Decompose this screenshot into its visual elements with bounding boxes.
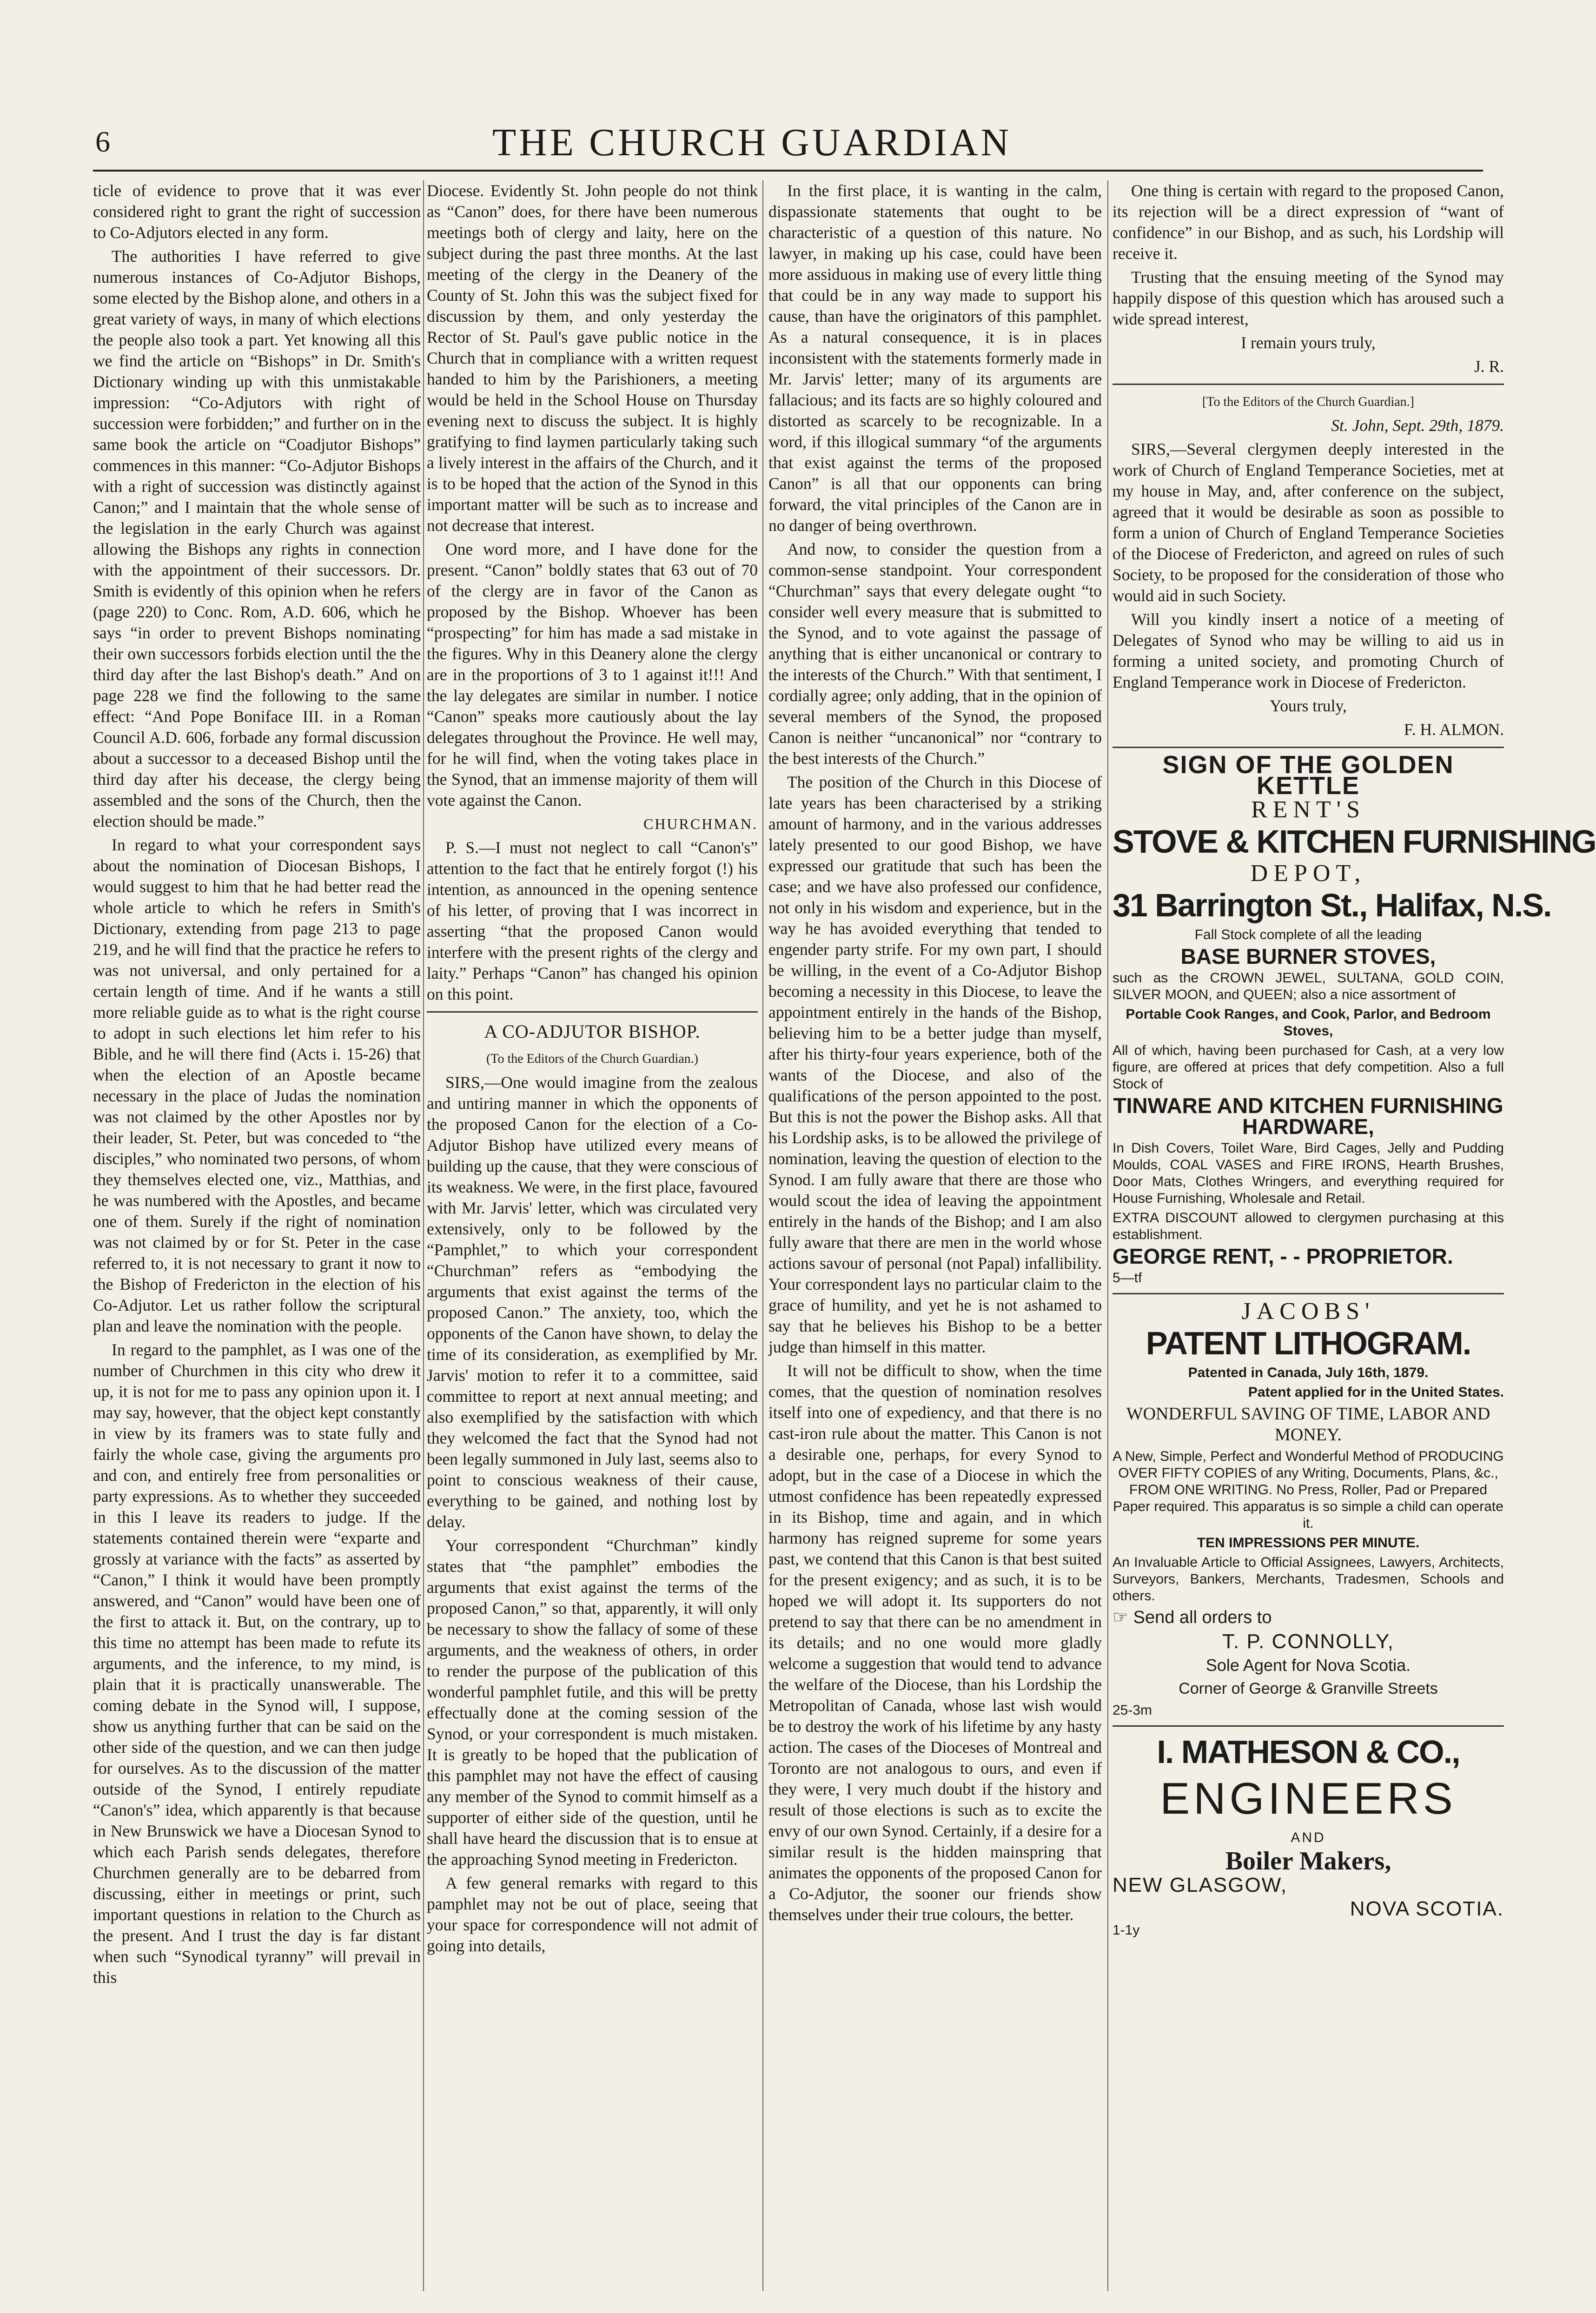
- paragraph: Your correspondent “Churchman” kindly states that “the pamphlet” embodies the arguments that exist against the terms of the proposed Canon,” so that, apparently, it will only be necessary to show the fallacy of some of these arguments, and the weakness of others, in order to render the purpose of the publication of this wonderful pamphlet futile, and this will be pretty effectually done at the coming session of the Synod, or your correspondent is much mistaken. It is greatly to be hoped that the publication of this pamphlet may not have the effect of causing any member of the Synod to commit himself as a supporter of either side of the question, until he shall have heard the discussion that is to ensue at the approaching Synod meeting in Fredericton.: [427, 1536, 758, 1869]
- article-heading: A CO-ADJUTOR BISHOP.: [484, 1021, 701, 1042]
- letter-dateline: St. John, Sept. 29th, 1879.: [1331, 416, 1504, 435]
- ad-heading: BASE BURNER STOVES,: [1180, 944, 1436, 968]
- paragraph: SIRS,—Several clergymen deeply interested in the work of Church of England Temperance Societies, met at my house in May, and, after conference on the subject, agreed that it would be desirable as soon as possible to form a union of Church of England Temperance Societies of the Diocese of Fredericton, and agreed on rules of such Society, to be proposed for the consideration of those who would aid in such Society.: [1113, 440, 1504, 605]
- paragraph: Trusting that the ensuing meeting of the Synod may happily dispose of this question which has aroused such a wide spread interest,: [1113, 268, 1504, 328]
- masthead: THE CHURCH GUARDIAN: [492, 121, 1012, 164]
- postscript: P. S.—I must not neglect to call “Canon's” attention to the fact that he entirely forgot (!) his intention, as announced in the opening sentence of his letter, of proving that I was incorrect in asserting “that the proposed Canon would interfere with the present rights of the clergy and laity.” Perhaps “Canon” has changed his opinion on this point.: [427, 838, 758, 1003]
- ad-heading: Boiler Makers,: [1225, 1847, 1391, 1876]
- article-subheading: (To the Editors of the Church Guardian.): [486, 1052, 699, 1066]
- paragraph: The position of the Church in this Diocese of late years has been characterised by a striking amount of harmony, and in the various addresses lately presented to our good Bishop, we have expressed our gratitude that such has been the case; and we have also professed our confidence, not only in his wisdom and experience, but in the way he has avoided everything that tended to engender party strife. For my own part, I should be willing, in the event of a Co-Adjutor Bishop becoming a necessity in this Diocese, to leave the appointment entirely in the hands of the Bishop, believing him to be a better judge than myself, after his thirty-four years experience, both of the wants of the Diocese, and also of the qualifications of the person appointed to the post. But this is not the power the Bishop asks. All that his Lordship asks, is to be allowed the privilege of nomination, leaving the question of election to the Synod. I am fully aware that there are those who would scout the idea of leaving the appointment entirely in the hands of the Bishop; and I am also fully aware that there are men in the world whose actions savour of personal (not Papal) infallibility. Your correspondent lays no particular claim to the grace of humility, and yet he is not ashamed to say that he believes his Bishop to be a better judge than himself in this matter.: [768, 773, 1102, 1356]
- paragraph: Will you kindly insert a notice of a meeting of Delegates of Synod who may be willing to aid us in forming a united society, and promoting Church of England Temperance work in Diocese of Fredericton.: [1113, 610, 1504, 691]
- ad-name: I. MATHESON & CO.,: [1157, 1734, 1460, 1770]
- paragraph: ticle of evidence to prove that it was ever considered right to grant the right of succession to Co-Adjutors elected in any form.: [93, 181, 421, 242]
- ad-title: PATENT LITHOGRAM.: [1146, 1325, 1471, 1361]
- ad-text: Patent applied for in the United States.: [1248, 1385, 1504, 1400]
- paragraph: In regard to the pamphlet, as I was one of the number of Churchmen in this city who drew it up, it is not for me to pass any opinion upon it. I may say, however, that the object kept constantly in view by its framers was to state fully and fairly the whole case, giving the arguments pro and con, and entirely free from personalities or party expressions. As to whether they succeeded in this I leave its readers to judge. If the statements contained therein were “exparte and grossly at variance with the facts” as asserted by “Canon,” I think it would have been promptly answered, and “Canon” would have been one of the first to attack it. But, on the contrary, up to this time no attempt has been made to refute its arguments, and the inference, to my mind, is plain that it is practically unanswerable. The coming debate in the Synod will, I suppose, show us anything further that can be said on the other side of the question, and we can then judge for ourselves. As to the discussion of the matter outside of the Synod, I entirely repudiate “Canon's” idea, which apparently is that because in New Brunswick we have a Diocesan Synod to which each Parish sends delegates, therefore Churchmen generally are to be debarred from discussing, either in meetings or print, such important questions in relation to the Church as the present. And I trust the day is far distant when such “Synodical tyranny” will prevail in this: [93, 1340, 421, 1987]
- ad-name: RENT'S: [1251, 796, 1366, 823]
- letter-closing: Yours truly,: [1270, 696, 1347, 715]
- paragraph: A few general remarks with regard to this pamphlet may not be out of place, seeing that your space for correspondence will not admit of going into details,: [427, 1874, 758, 1955]
- paragraph: And now, to consider the question from a common-sense standpoint. Your correspondent “Churchman” says that every delegate ought “to consider well every measure that is submitted to the Synod, and to vote against the passage of anything that is either uncanonical or contrary to the interests of the Church.” With that sentiment, I cordially agree; only adding, that in the opinion of several members of the Synod, the proposed Canon is neither “uncanonical” nor “contrary to the best interests of the Church.”: [768, 540, 1102, 768]
- letter-signature: CHURCHMAN.: [643, 815, 758, 832]
- masthead-rule: [93, 170, 1483, 172]
- ad-text: All of which, having been purchased for Cash, at a very low figure, are offered at prices that defy competition. Also a full Stock of: [1113, 1043, 1504, 1092]
- ad-heading: WONDERFUL SAVING OF TIME, LABOR AND MONEY.: [1126, 1404, 1490, 1445]
- engineers-advertisement: [1113, 1733, 1504, 1939]
- letter-heading: [To the Editors of the Church Guardian.]: [1202, 395, 1415, 409]
- ad-title: ENGINEERS: [1160, 1774, 1457, 1823]
- ad-text: Corner of George & Granville Streets: [1179, 1680, 1438, 1697]
- ad-text: such as the CROWN JEWEL, SULTANA, GOLD COIN, SILVER MOON, and QUEEN; also a nice assortment of: [1113, 970, 1504, 1002]
- ad-text: Portable Cook Ranges, and Cook, Parlor, and Bedroom Stoves,: [1126, 1007, 1491, 1039]
- column-divider: [423, 180, 424, 2291]
- ad-text: In Dish Covers, Toilet Ware, Bird Cages, Jelly and Pudding Moulds, COAL VASES and FIRE IRONS, Hearth Brushes, Door Mats, Clothes Wringers, and everything required for House Furnishing, Wholesale and Retail.: [1113, 1140, 1504, 1206]
- column-divider: [762, 180, 763, 2291]
- ad-title: STOVE & KITCHEN FURNISHING: [1113, 823, 1596, 860]
- ad-text: Patented in Canada, July 16th, 1879.: [1188, 1365, 1429, 1380]
- paragraph: The authorities I have referred to give numerous instances of Co-Adjutor Bishops, some elected by the Bishop alone, and others in a great variety of ways, in many of which elections the people also took a part. Yet knowing all this we find the article on “Bishops” in Dr. Smith's Dictionary winding up with this unmistakable impression: “Co-Adjutors with right of succession were forbidden;” and further on in the same book the article on “Coadjutor Bishops” commences in this manner: “Co-Adjutor Bishops with a right of succession was distinctly against Canon;” and I maintain that the whole sense of the legislation in the early Church was against allowing the Bishops any rights in connection with the appointment of their successors. Dr. Smith is evidently of this opinion when he refers (page 220) to Conc. Rom, A.D. 606, which he says “in order to prevent Bishops nominating their own successors forbids election until the the third day after the last Bishop's death.” And on page 228 we find the following to the same effect: “And Pope Boniface III. in a Roman Council A.D. 606, forbade any formal discussion about a successor to a deceased Bishop until the third day after his decease, the clergy being assembled and the sons of the Church, then the election should be made.”: [93, 247, 421, 830]
- ad-code: 5—tf: [1113, 1270, 1142, 1286]
- ad-proprietor: GEORGE RENT, - - PROPRIETOR.: [1113, 1244, 1453, 1268]
- column-2: [427, 180, 758, 2294]
- ad-rule: [1113, 747, 1504, 748]
- ad-code: 1-1y: [1113, 1922, 1140, 1938]
- paragraph: One thing is certain with regard to the proposed Canon, its rejection will be a direct expression of “want of confidence” in our Bishop, and as such, his Lordship will receive it.: [1113, 181, 1504, 263]
- column-divider: [1107, 180, 1108, 2291]
- page-number: 6: [95, 125, 110, 158]
- ad-text: An Invaluable Article to Official Assignees, Lawyers, Architects, Surveyors, Bankers, Merchants, Tradesmen, Schools and others.: [1113, 1555, 1504, 1604]
- ad-text: EXTRA DISCOUNT allowed to clergymen purchasing at this establishment.: [1113, 1210, 1504, 1242]
- paragraph: SIRS,—One would imagine from the zealous and untiring manner in which the opponents of the proposed Canon for the election of a Co-Adjutor Bishop have utilized every means of building up the cause, that they were conscious of its weakness. We were, in the first place, favoured with Mr. Jarvis' letter, which was circulated very extensively, only to be followed by the “Pamphlet,” to which your correspondent “Churchman” refers as “embodying the arguments that exist against the terms of the proposed Canon.” The anxiety, too, which the opponents of the Canon have shown, to delay the time of its consideration, as exemplified by Mr. Jarvis' motion to refer it to a committee, said committee to report at next annual meeting; and also exemplified by the satisfaction with which they welcomed the fact that the Synod had not been legally summoned in July last, seems also to point to conscious weakness of their cause, everything to be gained, and nothing lost by delay.: [427, 1073, 758, 1531]
- ad-text: AND: [1291, 1830, 1326, 1845]
- letter-signature: J. R.: [1474, 357, 1504, 376]
- ad-text: Fall Stock complete of all the leading: [1194, 927, 1422, 942]
- ad-name: JACOBS': [1241, 1298, 1375, 1325]
- column-1: [93, 180, 421, 2294]
- ad-address: 31 Barrington St., Halifax, N.S.: [1113, 887, 1551, 923]
- ad-heading: TINWARE AND KITCHEN FURNISHING HARDWARE,: [1113, 1094, 1503, 1139]
- ad-heading: TEN IMPRESSIONS PER MINUTE.: [1197, 1535, 1420, 1551]
- ad-text: A New, Simple, Perfect and Wonderful Method of PRODUCING OVER FIFTY COPIES of any Writing, Documents, Plans, &c., FROM ONE WRITING. No Press, Roller, Pad or Prepared Paper required. This apparatus is so simple a child can operate it.: [1113, 1449, 1504, 1531]
- ad-rule: [1113, 1725, 1504, 1727]
- ad-city: NEW GLASGOW,: [1113, 1874, 1288, 1896]
- paragraph: In regard to what your correspondent says about the nomination of Diocesan Bishops, I would suggest to him that he had better read the whole article to which he refers in Smith's Dictionary, extending from page 213 to page 219, and he will find that the practice he refers to was not universal, and only pertained for a certain length of time. And if he wants a still more reliable guide as to what is the right course to adopt in such elections let him refer to his Bible, and he will there find (Acts i. 15-26) that when the election of an Apostle became necessary in the place of Judas the nomination was not claimed by the other Apostles nor by their leader, St. Peter, but was conceded to “the disciples,” who nominated two persons, of whom they themselves elected one, viz., Matthias, and he was numbered with the Apostles, and became one of them. Surely if the right of nomination was not claimed by or for St. Peter in the case referred to, it is not necessary to grant it now to the Bishop of Fredericton in the election of his Co-Adjutor. Let us rather follow the scriptural plan and leave the nomination with the people.: [93, 835, 421, 1335]
- paragraph: It will not be difficult to show, when the time comes, that the question of nomination resolves itself into one of expediency, and that there is no cast-iron rule about the matter. This Canon is not a desirable one, perhaps, for every Synod to adopt, but in the case of a Diocese in which the utmost confidence has been repeatedly expressed in its Bishop, time and again, and in which harmony has reigned supreme for some years past, we contend that this Canon is that best suited for the present exigency; and as such, it is to be hoped we will adopt it. Its supporters do not pretend to say that there can be no amendment in its details; and no one would more gladly welcome a suggestion that would tend to advance the welfare of the Diocese, than his Lordship the Metropolitan of Canada, whose last wish would be to destroy the work of his lifetime by any hasty action. The cases of the Dioceses of Montreal and Toronto are not analogous to ours, and even if they were, I very much doubt if the history and result of those elections is such as to excite the envy of our own Synod. Certainly, if a desire for a similar result is the hidden mainspring that animates the opponents of the proposed Canon for a Co-Adjutor, the sooner our friends show themselves under their true colours, the better.: [768, 1361, 1102, 1924]
- ad-agent: T. P. CONNOLLY,: [1222, 1630, 1394, 1653]
- ad-rule: [1113, 1293, 1504, 1294]
- ad-code: 25-3m: [1113, 1703, 1152, 1718]
- article-rule: [1113, 384, 1504, 385]
- letter-signature: F. H. ALMON.: [1404, 720, 1504, 739]
- letter-closing: I remain yours truly,: [1241, 333, 1376, 352]
- lithogram-advertisement: [1113, 1298, 1504, 1719]
- column-4: [1113, 180, 1596, 2294]
- column-3: [768, 180, 1102, 2294]
- paragraph: In the first place, it is wanting in the calm, dispassionate statements that ought to be characteristic of a question of this nature. No lawyer, in making up his case, could have been more assiduous in making use of every little thing that could be in any way made to support his cause, than have the originators of this pamphlet. As a natural consequence, it is in places inconsistent with the statements formerly made in Mr. Jarvis' letter; many of its arguments are fallacious; and its facts are so highly coloured and distorted as scarcely to be recognizable. In a word, if this illogical summary “of the arguments that exist against the terms of the proposed Canon” is all that our opponents can bring forward, the vital principles of the Canon are in no danger of being overthrown.: [768, 181, 1102, 535]
- paragraph: Diocese. Evidently St. John people do not think as “Canon” does, for there have been numerous meetings both of clergy and laity, here on the subject during the past three months. At the last meeting of the clergy in the Deanery of the County of St. John this was the subject fixed for discussion by them, and only yesterday the Rector of St. Paul's gave public notice in the Church that in compliance with a written request handed to him by the Parishioners, a meeting would be held in the School House on Thursday evening next to discuss the subject. It is highly gratifying to find laymen particularly taking such a lively interest in the affairs of the Church, and it is to be hoped that the action of the Synod in this important matter will be such as to increase and not decrease that interest.: [427, 181, 758, 535]
- paragraph: One word more, and I have done for the present. “Canon” boldly states that 63 out of 70 of the clergy are in favor of the Canon as proposed by the Bishop. Whoever has been “prospecting” for him has made a sad mistake in the figures. Why in this Deanery alone the clergy are in the proportions of 3 to 1 against it!!! And the lay delegates are similar in number. I notice “Canon” speaks more cautiously about the lay delegates throughout the Province. He well may, for he will find, when the voting takes place in the Synod, that an immense majority of them will vote against the Canon.: [427, 540, 758, 809]
- stove-advertisement: [1113, 751, 1596, 1286]
- article-rule: [427, 1011, 758, 1013]
- ad-text: Sole Agent for Nova Scotia.: [1205, 1656, 1411, 1675]
- ad-depot: DEPOT,: [1250, 860, 1366, 887]
- ad-sign: SIGN OF THE GOLDEN KETTLE: [1162, 751, 1454, 800]
- ad-province: NOVA SCOTIA.: [1350, 1897, 1504, 1920]
- ad-text: ☞ Send all orders to: [1113, 1608, 1272, 1627]
